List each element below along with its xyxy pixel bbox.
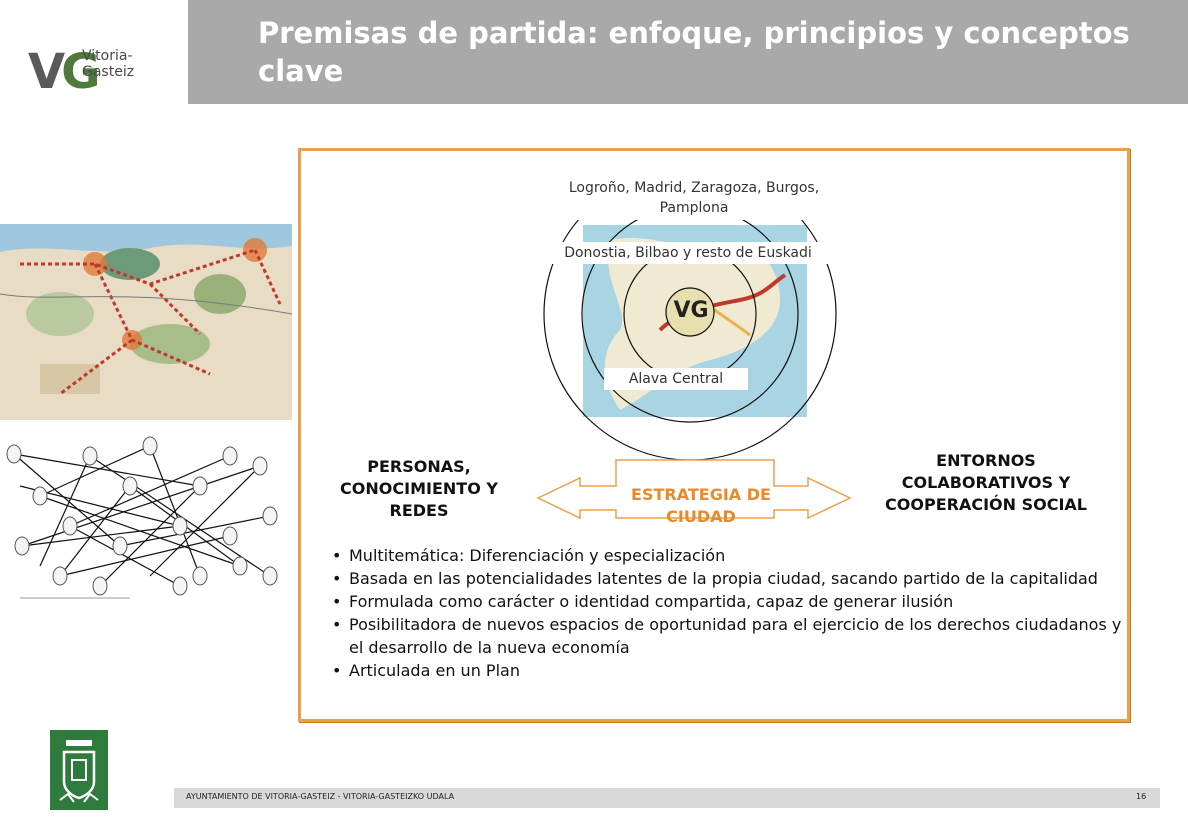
middle-ring-label: Donostia, Bilbao y resto de Euskadi	[542, 242, 834, 264]
city-logo	[14, 14, 174, 106]
slide-title: Premisas de partida: enfoque, principios y conceptos clave	[258, 16, 1130, 88]
bullet-item: • Formulada como carácter o identidad compartida, capaz de generar ilusión	[330, 590, 1130, 613]
logo-name: Vitoria-Gasteiz	[82, 48, 135, 80]
inner-ring-label: Alava Central	[604, 368, 748, 390]
logo-monogram: VG	[28, 44, 97, 100]
page-number: 16	[1136, 792, 1147, 801]
regional-map-image	[0, 224, 292, 420]
bullet-list	[330, 544, 1130, 682]
bullet-item: • Multitemática: Diferenciación y especialización	[330, 544, 1130, 567]
vg-center-label: VG	[673, 298, 709, 323]
strategy-label: ESTRATEGIA DE CIUDAD	[631, 485, 771, 526]
outer-ring-label: Logroño, Madrid, Zaragoza, Burgos, Pamplona	[546, 178, 842, 220]
coat-of-arms-icon	[50, 730, 108, 810]
bullet-item: • Basada en las potencialidades latentes de la propia ciudad, sacando partido de la capitalidad	[330, 567, 1130, 590]
left-heading: PERSONAS, CONOCIMIENTO Y REDES	[340, 457, 498, 520]
bullet-item: • Articulada en un Plan	[330, 659, 1130, 682]
network-diagram-image	[0, 426, 292, 606]
bullet-item: • Posibilitadora de nuevos espacios de oportunidad para el ejercicio de los derechos ciudadanos y el desarrollo de la nueva economía	[330, 613, 1130, 659]
right-heading: ENTORNOS COLABORATIVOS Y COOPERACIÓN SOCIAL	[885, 451, 1087, 514]
footer-text: AYUNTAMIENTO DE VITORIA-GASTEIZ - VITORIA-GASTEIZKO UDALA	[186, 792, 455, 801]
